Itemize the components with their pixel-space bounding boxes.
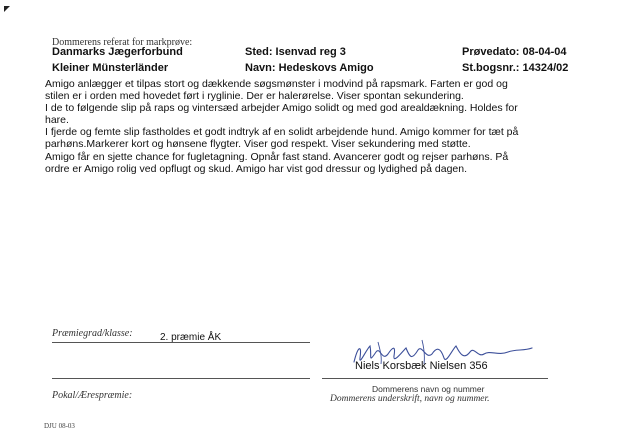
test-date: Prøvedato: 08-04-04 [462, 46, 567, 58]
place: Sted: Isenvad reg 3 [245, 46, 346, 58]
report-line: I de to følgende slip på raps og vintersæd arbejder Amigo solidt og med god arealdækning. Holdes for [45, 102, 518, 115]
judge-caption: Dommerens navn og nummer [372, 384, 485, 394]
report-line: Amigo anlægger et tilpas stort og dækkende søgsmønster i modvind på rapsmark. Farten er god og [45, 78, 508, 90]
prize-line [52, 342, 310, 343]
organization: Danmarks Jægerforbund [52, 46, 183, 58]
report-line: parhøns.Markerer kort og hønsene flygter. Viser god respekt. Viser sekundering med støtte. [45, 138, 471, 151]
breed: Kleiner Münsterländer [52, 62, 169, 74]
prize-label: Præmiegrad/klasse: [52, 328, 133, 339]
report-line: ordre er Amigo rolig ved opflugt og skud. Amigo har vist god dressur og lydighed på dagen. [45, 162, 468, 175]
prize-value: 2. præmie ÅK [160, 332, 222, 343]
honor-prize-label: Pokal/Ærespræmie: [52, 390, 133, 401]
stud-book-number: St.bogsnr.: 14324/02 [462, 62, 569, 74]
dog-name: Navn: Hedeskovs Amigo [245, 62, 374, 74]
form-heading: Dommerens referat for markprøve: [52, 37, 193, 48]
judge-signature-line [322, 378, 548, 379]
report-line: hare. [45, 114, 69, 127]
report-line: I fjerde og femte slip fastholdes et godt indtryk af en solidt arbejdende hund. Amigo kommer for tæt på [45, 126, 519, 139]
honor-prize-line [52, 378, 310, 379]
corner-mark [4, 6, 10, 12]
judge-name: Niels Korsbæk Nielsen 356 [355, 360, 488, 372]
report-text [45, 78, 605, 175]
report-line: stilen er i orden med hovedet ført i ryglinie. Der er halerørelse. Viser spontan sekundering. [45, 90, 464, 103]
report-line: Amigo får en sjette chance for fugletagning. Opnår fast stand. Avancerer godt og rejser parhøns. På [45, 150, 509, 163]
judge-signature-caption: Dommerens underskrift, navn og nummer. [330, 394, 490, 404]
form-code: DJU 08-03 [44, 422, 75, 430]
